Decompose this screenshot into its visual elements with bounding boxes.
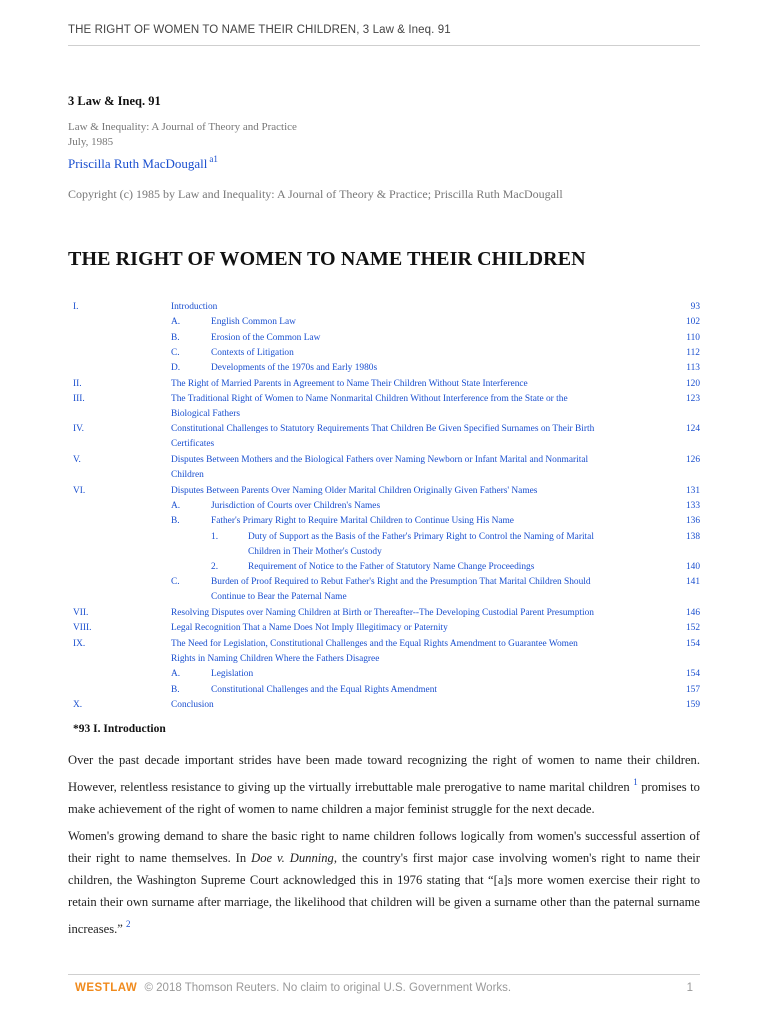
toc-entry-title[interactable]: Burden of Proof Required to Rebut Father's Right and the Presumption That Marital Children Should bbox=[211, 577, 591, 588]
toc-entry-number: A. bbox=[171, 317, 181, 328]
toc-entry-number: B. bbox=[171, 516, 180, 527]
journal-name: Law & Inequality: A Journal of Theory and Practice bbox=[68, 121, 297, 133]
toc-entry-number: A. bbox=[171, 500, 181, 511]
toc-entry-number: IX. bbox=[73, 638, 86, 649]
toc-entry-title[interactable]: The Traditional Right of Women to Name Nonmarital Children Without Interference from the State or the bbox=[171, 393, 568, 404]
toc-entry-title-continued[interactable]: Children bbox=[171, 470, 204, 480]
toc-entry-number: B. bbox=[171, 684, 180, 695]
toc-entry-page[interactable]: 152 bbox=[685, 623, 700, 634]
toc-entry-title-continued[interactable]: Continue to Bear the Paternal Name bbox=[211, 592, 347, 603]
toc-entry-number: 2. bbox=[211, 562, 219, 573]
westlaw-logo: WESTLAW bbox=[75, 982, 138, 994]
toc-entry-title[interactable]: Conclusion bbox=[171, 699, 214, 710]
toc-entry-link[interactable] bbox=[171, 606, 650, 621]
article-title: THE RIGHT OF WOMEN TO NAME THEIR CHILDREN bbox=[68, 248, 586, 270]
paragraph-2-text-b: , the country's first major case involving women's right to name their children, the Washington Supreme Court acknowledged this in 1976 stating that “[a]s more women exercise their right to retain their own surname after marriage, the likelihood that children will be given a surname other than the paternal surname increases.” bbox=[68, 851, 700, 936]
toc-entry-number: A. bbox=[171, 669, 181, 680]
toc-entry-title[interactable]: Erosion of the Common Law bbox=[211, 332, 321, 343]
toc-entry-link[interactable] bbox=[248, 560, 650, 575]
toc-entry-number: IV. bbox=[73, 424, 85, 435]
toc-entry-number: B. bbox=[171, 332, 180, 343]
toc-entry-link[interactable] bbox=[248, 530, 650, 560]
toc-entry-page[interactable]: 154 bbox=[685, 638, 700, 649]
toc-entry-number: II. bbox=[73, 378, 82, 389]
toc-entry-page[interactable]: 93 bbox=[690, 302, 700, 312]
toc-entry-link[interactable] bbox=[171, 484, 650, 499]
copyright-notice: Copyright (c) 1985 by Law and Inequality: A Journal of Theory & Practice; Priscilla Ruth MacDougall bbox=[68, 187, 563, 201]
toc-entry-page[interactable]: 124 bbox=[685, 424, 700, 435]
toc-entry-title[interactable]: Legal Recognition That a Name Does Not Imply Illegitimacy or Paternity bbox=[171, 623, 448, 634]
toc-entry-page[interactable]: 102 bbox=[685, 317, 700, 328]
toc-entry-title[interactable]: Duty of Support as the Basis of the Father's Primary Right to Control the Naming of Marital bbox=[248, 531, 594, 542]
toc-entry-page[interactable]: 136 bbox=[685, 516, 700, 527]
toc-entry-link[interactable] bbox=[171, 377, 650, 392]
section-heading: *93 I. Introduction bbox=[73, 723, 166, 735]
toc-entry-link[interactable] bbox=[171, 637, 650, 667]
toc-entry-link[interactable] bbox=[171, 300, 650, 315]
toc-entry-link[interactable] bbox=[211, 331, 650, 346]
toc-entry-page[interactable]: 133 bbox=[685, 500, 700, 511]
citation: 3 Law & Ineq. 91 bbox=[68, 94, 161, 108]
toc-entry-title[interactable]: English Common Law bbox=[211, 317, 296, 328]
toc-entry-page[interactable]: 157 bbox=[685, 684, 700, 695]
toc-entry-title[interactable]: Introduction bbox=[171, 302, 218, 312]
author-name[interactable]: Priscilla Ruth MacDougall bbox=[68, 156, 208, 171]
toc-entry-page[interactable]: 112 bbox=[686, 347, 700, 358]
toc-entry-number: 1. bbox=[211, 531, 219, 542]
toc-entry-number: V. bbox=[73, 455, 81, 465]
toc-entry-title[interactable]: Disputes Between Mothers and the Biological Fathers over Naming Newborn or Infant Marital and Nonmarital bbox=[171, 455, 589, 465]
toc-entry-number: III. bbox=[73, 393, 85, 404]
footnote-1-link[interactable]: 1 bbox=[633, 777, 638, 787]
toc-entry-title-continued[interactable]: Biological Fathers bbox=[171, 408, 240, 419]
page-number: 1 bbox=[686, 982, 693, 994]
toc-entry-page[interactable]: 126 bbox=[685, 455, 700, 465]
toc-entry-page[interactable]: 110 bbox=[686, 332, 700, 343]
toc-entry-title[interactable]: Legislation bbox=[211, 669, 254, 680]
toc-entry-title-continued[interactable]: Rights in Naming Children Where the Fathers Disagree bbox=[171, 653, 380, 664]
toc-entry-link[interactable] bbox=[211, 499, 650, 514]
footer bbox=[75, 982, 511, 994]
toc-entry-link[interactable] bbox=[171, 621, 650, 636]
author-footnote-link[interactable]: a1 bbox=[209, 154, 218, 164]
case-name: Doe v. Dunning bbox=[251, 851, 334, 865]
toc-entry-page[interactable]: 123 bbox=[685, 393, 700, 404]
paragraph-1-text-a: Over the past decade important strides have been made toward recognizing the right of women to name their children. However, relentless resistance to giving up the virtually irrebuttable male prerogative to name marital children bbox=[68, 753, 700, 794]
footnote-2-link[interactable]: 2 bbox=[126, 919, 131, 929]
toc-entry-title[interactable]: Disputes Between Parents Over Naming Older Marital Children Originally Given Fathers' Names bbox=[171, 485, 538, 496]
toc-entry-link[interactable] bbox=[171, 453, 650, 483]
toc-entry-number: D. bbox=[171, 363, 181, 374]
toc-entry-page[interactable]: 120 bbox=[685, 378, 700, 389]
toc-entry-page[interactable]: 159 bbox=[685, 699, 700, 710]
toc-entry-title[interactable]: The Right of Married Parents in Agreement to Name Their Children Without State Interference bbox=[171, 378, 528, 389]
toc-entry-number: VI. bbox=[73, 485, 86, 496]
toc-entry-link[interactable] bbox=[171, 422, 650, 452]
toc-entry-title[interactable]: Contexts of Litigation bbox=[211, 347, 294, 358]
toc-entry-number: C. bbox=[171, 347, 180, 358]
toc-entry-title[interactable]: Jurisdiction of Courts over Children's Names bbox=[211, 500, 381, 511]
toc-entry-link[interactable] bbox=[211, 514, 650, 529]
toc-entry-link[interactable] bbox=[211, 575, 650, 605]
toc-entry-link[interactable] bbox=[171, 698, 650, 713]
toc-entry-title[interactable]: Developments of the 1970s and Early 1980s bbox=[211, 363, 378, 374]
running-header: THE RIGHT OF WOMEN TO NAME THEIR CHILDREN, 3 Law & Ineq. 91 bbox=[68, 24, 451, 36]
toc-entry-page[interactable]: 141 bbox=[685, 577, 700, 588]
toc-entry-number: X. bbox=[73, 699, 83, 710]
toc-entry-link[interactable] bbox=[211, 361, 650, 376]
toc-entry-link[interactable] bbox=[211, 315, 650, 330]
toc-entry-link[interactable] bbox=[171, 392, 650, 422]
paragraph-1-text-b: promises to make achievement of the right of women to name children a major feminist struggle for the next decade. bbox=[68, 780, 700, 816]
publication-date: July, 1985 bbox=[68, 136, 114, 148]
footer-notice: © 2018 Thomson Reuters. No claim to original U.S. Government Works. bbox=[144, 982, 512, 994]
toc-entry-link[interactable] bbox=[211, 667, 650, 682]
toc-entry-link[interactable] bbox=[211, 346, 650, 361]
toc-entry-number: VII. bbox=[73, 608, 89, 618]
toc-entry-title[interactable]: Father's Primary Right to Require Marital Children to Continue Using His Name bbox=[211, 516, 514, 527]
toc-entry-title[interactable]: Resolving Disputes over Naming Children at Birth or Thereafter--The Developing Custodial Parent Presumption bbox=[171, 608, 594, 618]
paragraph-1 bbox=[68, 749, 700, 820]
footer-divider bbox=[68, 974, 700, 975]
toc-entry-link[interactable] bbox=[211, 683, 650, 698]
paragraph-2 bbox=[68, 825, 700, 940]
toc-entry-title[interactable]: The Need for Legislation, Constitutional Challenges and the Equal Rights Amendment to Guarantee Women bbox=[171, 638, 578, 649]
toc-entry-title-continued[interactable]: Certificates bbox=[171, 439, 215, 450]
paragraph-2-text-a: Women's growing demand to share the basic right to name children follows logically from women's successful assertion of their right to name themselves. In bbox=[68, 829, 700, 865]
toc-entry-page[interactable]: 154 bbox=[685, 669, 700, 680]
toc-entry-page[interactable]: 146 bbox=[685, 608, 700, 618]
toc-entry-page[interactable]: 140 bbox=[685, 562, 700, 573]
toc-entry-title[interactable]: Constitutional Challenges to Statutory Requirements That Children Be Given Specified Surnames on Their Birth bbox=[171, 424, 595, 435]
toc-entry-title[interactable]: Requirement of Notice to the Father of Statutory Name Change Proceedings bbox=[248, 562, 535, 573]
toc-entry-page[interactable]: 138 bbox=[685, 531, 700, 542]
toc-entry-page[interactable]: 131 bbox=[685, 485, 700, 496]
toc-entry-number: VIII. bbox=[73, 623, 92, 634]
toc-entry-number: C. bbox=[171, 577, 180, 588]
toc-entry-title-continued[interactable]: Children in Their Mother's Custody bbox=[248, 546, 382, 557]
toc-entry-number: I. bbox=[73, 302, 79, 312]
toc-entry-page[interactable]: 113 bbox=[686, 363, 700, 374]
toc-entry-title[interactable]: Constitutional Challenges and the Equal Rights Amendment bbox=[211, 684, 438, 695]
